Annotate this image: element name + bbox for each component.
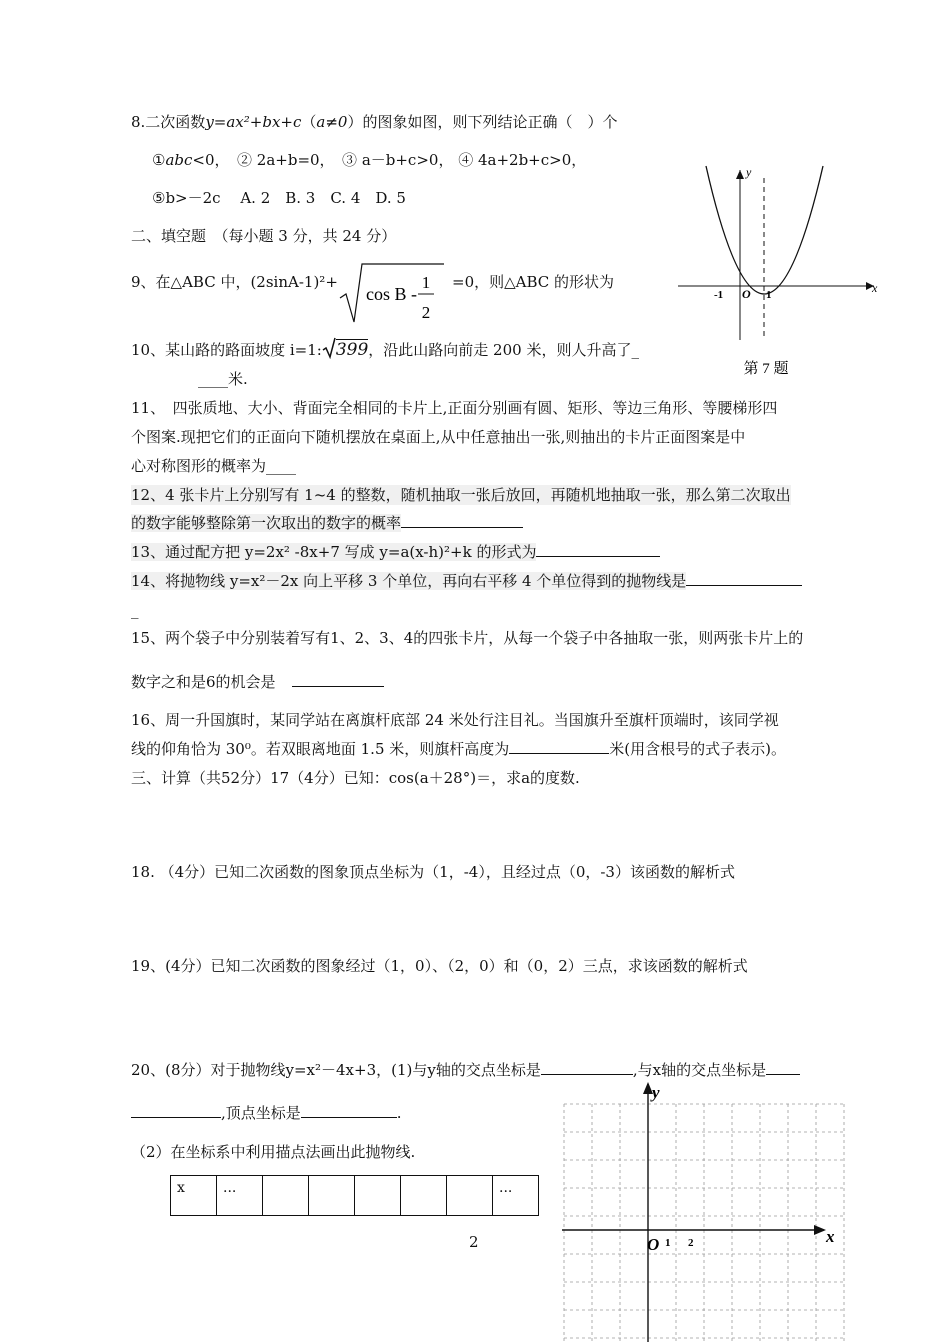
- grid-tick-1: 1: [665, 1237, 671, 1249]
- table-cell[interactable]: [263, 1176, 309, 1216]
- q20-line1: 20、(8分）对于抛物线y=x²－4x+3，(1)与y轴的交点坐标是 ,与x轴的交点坐标是: [131, 1060, 800, 1080]
- q12-line2: 的数字能够整除第一次取出的数字的概率: [131, 513, 523, 533]
- q16-line2: 线的仰角恰为 30⁰。若双眼离地面 1.5 米，则旗杆高度为 米(用含根号的式子表示)。: [131, 740, 786, 758]
- fig7-caption: 第 7 题: [743, 361, 789, 377]
- fig7-tick-neg1: -1: [714, 289, 724, 301]
- q20-x-intercept-blank[interactable]: [766, 1060, 800, 1075]
- q9-text-b: =0，则△ABC 的形状为: [452, 273, 615, 291]
- q15-line1: 15、两个袋子中分别装着写有1、2、3、4的四张卡片，从每一个袋子中各抽取一张，则两张卡片上的: [131, 629, 804, 647]
- q8-options-line2: ⑤b>－2c A. 2 B. 3 C. 4 D. 5: [152, 189, 406, 207]
- q13-answer-blank[interactable]: [536, 542, 660, 557]
- figure-7-parabola: [676, 160, 886, 385]
- q9-frac-den: 2: [421, 303, 431, 322]
- q15-answer-blank[interactable]: [292, 672, 384, 687]
- q20-x-intercept-blank-cont[interactable]: [131, 1103, 221, 1118]
- q19-line: 19、(4分）已知二次函数的图象经过（1，0）、（2，0）和（0，2）三点，求该函数的解析式: [131, 957, 748, 975]
- q14-answer-blank[interactable]: [686, 571, 802, 586]
- section-fill-in-title: 二、填空题 （每小题 3 分，共 24 分）: [131, 227, 397, 245]
- page-number: 2: [469, 1233, 479, 1251]
- section3-q17: 三、计算（共52分）17（4分）已知：cos(a＋28°)＝，求a的度数.: [131, 769, 580, 787]
- fig7-y-label: y: [746, 165, 752, 179]
- grid-tick-2: 2: [688, 1237, 694, 1249]
- grid-x-label: x: [826, 1227, 835, 1246]
- table-cell[interactable]: [309, 1176, 355, 1216]
- table-cell[interactable]: [355, 1176, 401, 1216]
- q11-line3: 心对称图形的概率为____: [131, 457, 297, 475]
- q9-frac-num: 1: [421, 273, 431, 292]
- q20-line2: ,顶点坐标是 .: [131, 1103, 402, 1123]
- q16-answer-blank[interactable]: [509, 739, 609, 754]
- q20-vertex-blank[interactable]: [301, 1103, 397, 1118]
- q8-line1: 8.二次函数y=ax²+bx+c（a≠0）的图象如图，则下列结论正确（ ）个: [131, 113, 618, 131]
- grid-origin-label: O: [647, 1235, 660, 1254]
- q20-part2: （2）在坐标系中利用描点法画出此抛物线.: [131, 1143, 416, 1161]
- q11-line1: 11、 四张质地、大小、背面完全相同的卡片上,正面分别画有圆、矩形、等边三角形、等腰梯形四: [131, 399, 778, 417]
- table-cell[interactable]: [401, 1176, 447, 1216]
- q13-line: 13、通过配方把 y=2x² -8x+7 写成 y=a(x-h)²+k 的形式为: [131, 542, 660, 562]
- table-cell[interactable]: ...: [217, 1176, 263, 1216]
- table-cell[interactable]: x: [171, 1176, 217, 1216]
- q12-line1: 12、4 张卡片上分别写有 1~4 的整数，随机抽取一张后放回，再随机地抽取一张，那么第二次取出: [131, 486, 791, 504]
- fig7-tick-1: 1: [766, 289, 772, 301]
- q10-line1: 10、某山路的路面坡度 i=1: 399，沿此山路向前走 200 米，则人升高了_: [131, 340, 639, 360]
- table-row: [171, 1176, 539, 1216]
- q8-options-line: ①abc<0， ② 2a+b=0， ③ a－b+c>0， ④ 4a+2b+c>0，: [152, 151, 587, 169]
- q11-line2: 个图案.现把它们的正面向下随机摆放在桌面上,从中任意抽出一张,则抽出的卡片正面图案是中: [131, 428, 746, 446]
- grid-y-label: y: [652, 1083, 660, 1102]
- fig7-origin-label: O: [742, 287, 751, 301]
- q16-line1: 16、周一升国旗时，某同学站在离旗杆底部 24 米处行注目礼。当国旗升至旗杆顶端时，该同学视: [131, 711, 779, 729]
- table-cell[interactable]: [447, 1176, 493, 1216]
- fig7-x-label: x: [872, 281, 878, 295]
- q14-line: 14、将抛物线 y=x²－2x 向上平移 3 个单位，再向右平移 4 个单位得到的抛物线是: [131, 571, 802, 591]
- q9-radicand: cos B -: [366, 284, 417, 304]
- q12-answer-blank[interactable]: [401, 513, 523, 528]
- q18-line: 18. （4分）已知二次函数的图象顶点坐标为（1，-4），且经过点（0，-3）该函数的解析式: [131, 863, 735, 881]
- q20-y-intercept-blank[interactable]: [541, 1060, 633, 1075]
- q20-value-table: [170, 1175, 539, 1216]
- q14-tail: _: [131, 601, 139, 619]
- q15-line2: 数字之和是6的机会是: [131, 672, 384, 692]
- q10-line2: ____米.: [198, 370, 248, 388]
- q10-sqrt: 399: [322, 340, 368, 360]
- q9-sqrt-expression: [338, 258, 446, 326]
- q9-text-a: 9、在△ABC 中，(2sinA-1)²+: [131, 273, 338, 291]
- coordinate-grid[interactable]: [560, 1078, 850, 1342]
- table-cell[interactable]: ...: [493, 1176, 539, 1216]
